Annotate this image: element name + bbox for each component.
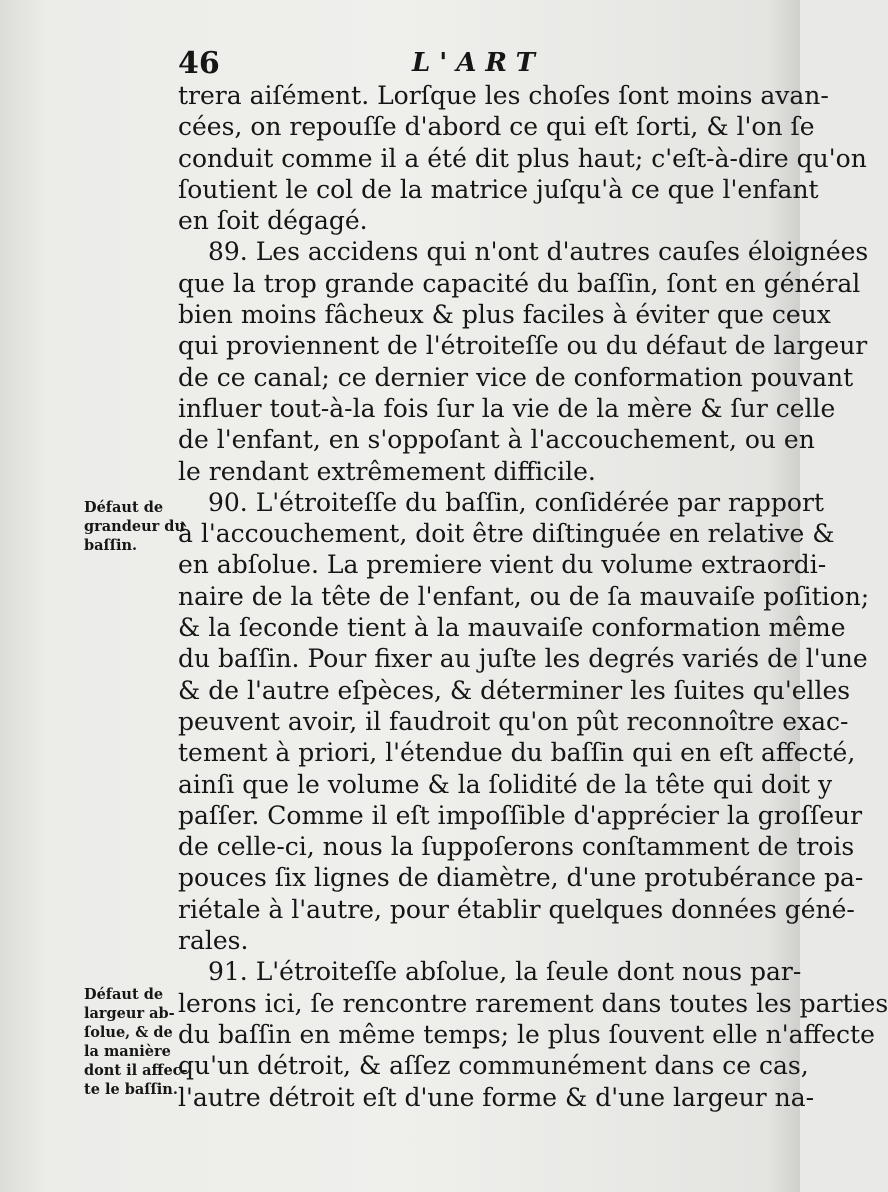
paragraph-90-start: 90. L'étroiteſſe du baſſin, conſidérée par rapport [208, 487, 824, 517]
text-line: qui proviennent de l'étroiteſſe ou du défaut de largeur [178, 331, 868, 361]
text-line: conduit comme il a été dit plus haut; c'eſt-à-dire qu'on [178, 143, 867, 173]
text-line: naire de la tête de l'enfant, ou de ſa mauvaiſe poſition; [178, 581, 870, 611]
margin-note-line: baſſin. [84, 537, 138, 554]
body-text [178, 80, 888, 1113]
text-line: de celle-ci, nous la ſuppoſerons conſtamment de trois [178, 832, 855, 862]
text-line: & de l'autre eſpèces, & déterminer les ſuites qu'elles [178, 675, 851, 705]
text-line: lerons ici, ſe rencontre rarement dans toutes les parties [178, 988, 888, 1018]
paragraph-91-start: 91. L'étroiteſſe abſolue, la ſeule dont nous par- [208, 957, 802, 987]
text-line: que la trop grande capacité du baſſin, ſont en général [178, 268, 861, 298]
text-line: tement à priori, l'étendue du baſſin qui en eſt affecté, [178, 738, 856, 768]
margin-note-line: te le baſſin. [84, 1081, 178, 1098]
text-line: trera aiſément. Lorſque les choſes ſont moins avan- [178, 81, 829, 110]
text-line: en ſoit dégagé. [178, 206, 368, 236]
text-line: l'autre détroit eſt d'une forme & d'une largeur na- [178, 1082, 815, 1112]
text-line: cées, on repouſſe d'abord ce qui eſt ſorti, & l'on ſe [178, 112, 815, 142]
text-line: ainſi que le volume & la ſolidité de la tête qui doit y [178, 769, 833, 799]
text-line: ſoutient le col de la matrice juſqu'à ce que l'enfant [178, 174, 819, 204]
text-line: qu'un détroit, & aſſez communément dans ce cas, [178, 1051, 809, 1081]
margin-note-line: Défaut de [84, 986, 164, 1003]
text-line: paſſer. Comme il eſt impoſſible d'apprécier la groſſeur [178, 800, 863, 830]
text-line: bien moins fâcheux & plus faciles à éviter que ceux [178, 300, 831, 330]
text-line: de ce canal; ce dernier vice de conformation pouvant [178, 362, 854, 392]
text-line: rales. [178, 926, 249, 956]
text-line: du baſſin. Pour fixer au juſte les degrés variés de l'une [178, 644, 868, 674]
margin-note-line: la manière [84, 1043, 171, 1060]
margin-note-line: ſolue, & de [84, 1024, 173, 1041]
text-line: peuvent avoir, il faudroit qu'on pût reconnoître exac- [178, 706, 849, 736]
margin-note-defaut-grandeur [84, 498, 184, 555]
text-line: riétale à l'autre, pour établir quelques données géné- [178, 894, 855, 924]
margin-note-line: largeur ab- [84, 1005, 175, 1022]
text-line: & la ſeconde tient à la mauvaiſe conformation même [178, 613, 846, 643]
margin-note-defaut-largeur [84, 985, 188, 1099]
margin-note-line: grandeur du [84, 518, 185, 535]
text-line: à l'accouchement, doit être diſtinguée en relative & [178, 519, 835, 549]
text-line: le rendant extrêmement difficile. [178, 456, 596, 486]
page-number: 46 [178, 46, 220, 81]
paragraph-89-start: 89. Les accidens qui n'ont d'autres cauſes éloignées [208, 237, 869, 267]
text-line: du baſſin en même temps; le plus ſouvent elle n'affecte [178, 1019, 875, 1049]
text-line: de l'enfant, en s'oppoſant à l'accouchement, ou en [178, 425, 815, 455]
text-line: pouces ſix lignes de diamètre, d'une protubérance pa- [178, 863, 864, 893]
text-line: en abſolue. La premiere vient du volume extraordi- [178, 550, 827, 580]
margin-note-line: dont il affec- [84, 1062, 188, 1079]
margin-note-line: Défaut de [84, 499, 164, 516]
running-title: L'ART [412, 48, 544, 78]
text-line: influer tout-à-la fois ſur la vie de la mère & ſur celle [178, 393, 836, 423]
